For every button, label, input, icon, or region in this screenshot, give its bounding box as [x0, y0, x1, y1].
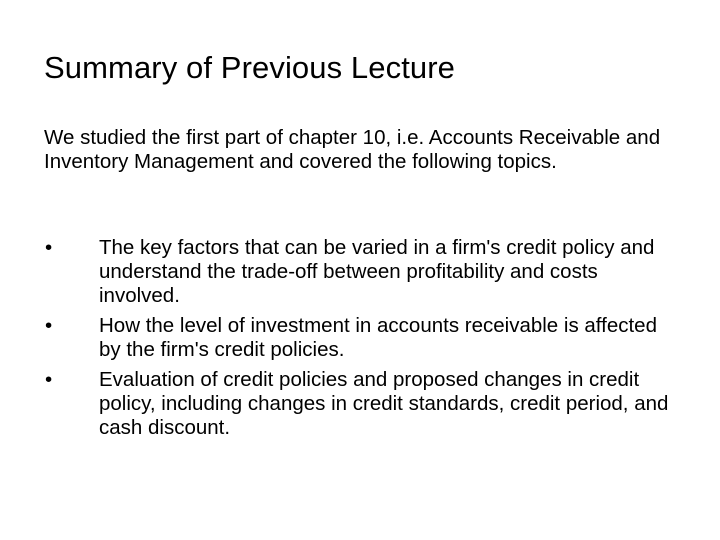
bullet-icon: • — [45, 368, 53, 391]
topic-bullet-list — [44, 236, 684, 446]
bullet-text: How the level of investment in accounts receivable is affected by the firm's credit policies. — [99, 314, 657, 361]
intro-paragraph: We studied the first part of chapter 10, i.e. Accounts Receivable and Inventory Management and covered the following topics. — [44, 126, 661, 173]
bullet-text: The key factors that can be varied in a firm's credit policy and understand the trade-off between profitability and costs involved. — [99, 236, 655, 307]
bullet-item-credit-policy-evaluation — [44, 368, 684, 440]
bullet-icon: • — [45, 236, 53, 259]
bullet-text: Evaluation of credit policies and proposed changes in credit policy, including changes in credit standards, credit period, and cash discount. — [99, 368, 669, 439]
bullet-icon: • — [45, 314, 53, 337]
bullet-item-credit-policy-factors — [44, 236, 684, 308]
bullet-item-investment-level — [44, 314, 684, 362]
slide-title: Summary of Previous Lecture — [44, 50, 456, 85]
